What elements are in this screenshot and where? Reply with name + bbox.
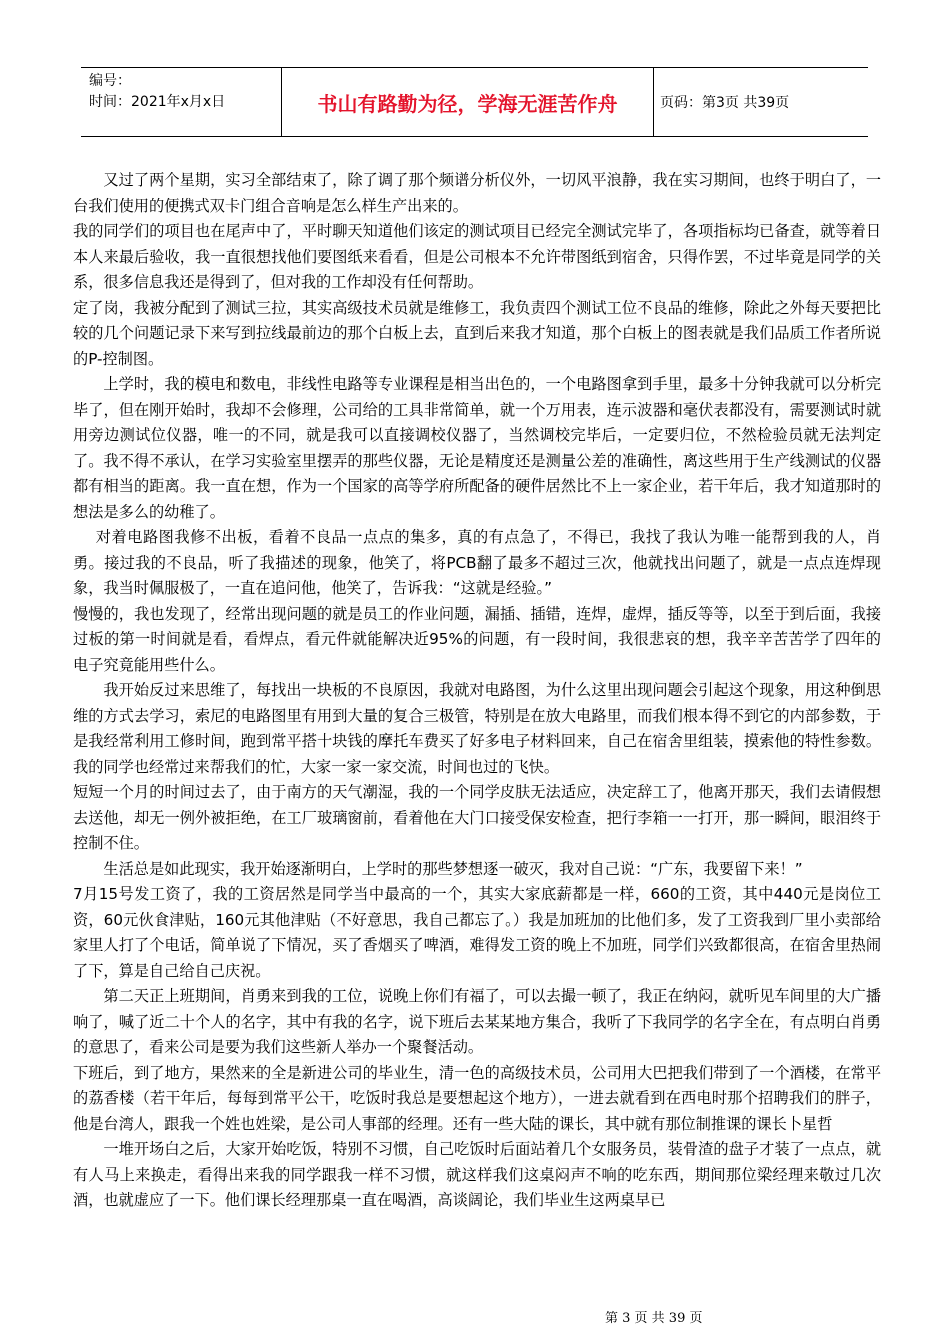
header-page-info bbox=[654, 68, 868, 136]
motto-text: 书山有路勤为径，学海无涯苦作舟 bbox=[317, 91, 618, 116]
page-info-text: 页码：第3页 共39页 bbox=[660, 95, 790, 111]
header-meta bbox=[81, 68, 282, 136]
time-label: 时间：2021年x月x日 bbox=[89, 94, 226, 110]
paragraph: 对着电路图我修不出板，看着不良品一点点的集多，真的有点急了，不得已，我找了我认为唯一能帮到我的人，肖勇。接过我的不良品，听了我描述的现象，他笑了，将PCB翻了最多不超过三次，他就找出问题了，就是一点点连焊现象，我当时佩服极了，一直在追问他，他笑了，告诉我：“这就是经验。” bbox=[73, 528, 881, 597]
number-label: 编号： bbox=[89, 73, 131, 89]
paragraph: 又过了两个星期，实习全部结束了，除了调了那个频谱分析仪外，一切风平浪静，我在实习期间，也终于明白了，一台我们使用的便携式双卡门组合音响是怎么样生产出来的。 bbox=[73, 171, 881, 215]
paragraph: 7月15号发工资了，我的工资居然是同学当中最高的一个，其实大家底薪都是一样，660的工资，其中440元是岗位工资，60元伙食津贴，160元其他津贴（不好意思，我自己都忘了。）我是加班加的比他们多，发了工资我到厂里小卖部给家里人打了个电话，简单说了下情况，买了香烟买了啤酒，难得发工资的晚上不加班，同学们兴致都很高，在宿舍里热闹了下，算是自己给自己庆祝。 bbox=[73, 885, 881, 980]
paragraph: 生活总是如此现实，我开始逐渐明白，上学时的那些梦想逐一破灭，我对自己说：“广东，我要留下来！” bbox=[103, 859, 803, 878]
paragraph: 定了岗，我被分配到了测试三拉，其实高级技术员就是维修工，我负责四个测试工位不良品的维修，除此之外每天要把比较的几个问题记录下来写到拉线最前边的那个白板上去，直到后来我才知道，那个白板上的图表就是我们品质工作者所说的P-控制图。 bbox=[73, 298, 881, 368]
paragraph: 下班后，到了地方，果然来的全是新进公司的毕业生，清一色的高级技术员，公司用大巴把我们带到了一个酒楼，在常平的荔香楼（若干年后，每每到常平公干，吃饭时我总是要想起这个地方），一进去就看到在西电时那个招聘我们的胖子，他是台湾人，跟我一个姓也姓梁，是公司人事部的经理。还有一些大陆的课长，其中就有那位制推课的课长卜星哲 bbox=[73, 1063, 881, 1133]
page-footer bbox=[605, 1307, 702, 1326]
header-motto-cell bbox=[282, 68, 654, 136]
paragraph: 慢慢的，我也发现了，经常出现问题的就是员工的作业问题，漏插、插错，连焊，虚焊，插反等等，以至于到后面，我接过板的第一时间就是看，看焊点，看元件就能解决近95%的问题，有一段时间，我很悲哀的想，我辛辛苦苦学了四年的电子究竟能用些什么。 bbox=[73, 604, 881, 674]
page-header bbox=[81, 67, 868, 137]
paragraph: 上学时，我的模电和数电，非线性电路等专业课程是相当出色的，一个电路图拿到手里，最多十分钟我就可以分析完毕了，但在刚开始时，我却不会修理，公司给的工具非常简单，就一个万用表，连示波器和毫伏表都没有，需要测试时就用旁边测试位仪器，唯一的不同，就是我可以直接调校仪器了，当然调校完毕后，一定要归位，不然检验员就无法判定了。我不得不承认，在学习实验室里摆弄的那些仪器，无论是精度还是测量公差的准确性，离这些用于生产线测试的仪器都有相当的距离。我一直在想，作为一个国家的高等学府所配备的硬件居然比不上一家企业，若干年后，我才知道那时的想法是多么的幼稚了。 bbox=[73, 375, 881, 521]
footer-page-label: 第 3 页 共 39 页 bbox=[605, 1311, 703, 1326]
paragraph: 第二天正上班期间，肖勇来到我的工位，说晚上你们有福了，可以去撮一顿了，我正在纳闷，就听见车间里的大广播响了，喊了近二十个人的名字，其中有我的名字，说下班后去某某地方集合，我听了下我同学的名字全在，有点明白肖勇的意思了，看来公司是要为我们这些新人举办一个聚餐活动。 bbox=[73, 987, 881, 1056]
paragraph: 一堆开场白之后，大家开始吃饭，特别不习惯，自己吃饭时后面站着几个女服务员，装骨渣的盘子才装了一点点，就有人马上来换走，看得出来我的同学跟我一样不习惯，就这样我们这桌闷声不响的吃东西，期间那位梁经理来敬过几次酒，也就虚应了一下。他们课长经理那桌一直在喝酒，高谈阔论，我们毕业生这两桌早已 bbox=[73, 1140, 881, 1209]
paragraph: 短短一个月的时间过去了，由于南方的天气潮湿，我的一个同学皮肤无法适应，决定辞工了，他离开那天，我们去请假想去送他，却无一例外被拒绝，在工厂玻璃窗前，看着他在大门口接受保安检查，把行李箱一一打开，那一瞬间，眼泪终于控制不住。 bbox=[73, 783, 881, 852]
document-body bbox=[73, 168, 881, 1214]
paragraph: 我的同学们的项目也在尾声中了，平时聊天知道他们该定的测试项目已经完全测试完毕了，各项指标均已备查，就等着日本人来最后验收，我一直很想找他们要图纸来看看，但是公司根本不允许带图纸到宿舍，只得作罢，不过毕竟是同学的关系，很多信息我还是得到了，但对我的工作却没有任何帮助。 bbox=[73, 222, 881, 291]
paragraph: 我开始反过来思维了，每找出一块板的不良原因，我就对电路图，为什么这里出现问题会引起这个现象，用这种倒思维的方式去学习，索尼的电路图里有用到大量的复合三极管，特别是在放大电路里，而我们根本得不到它的内部参数，于是我经常利用工修时间，跑到常平搭十块钱的摩托车费买了好多电子材料回来，自己在宿舍里组装，摸索他的特性参数。我的同学也经常过来帮我们的忙，大家一家一家交流，时间也过的飞快。 bbox=[73, 681, 881, 776]
